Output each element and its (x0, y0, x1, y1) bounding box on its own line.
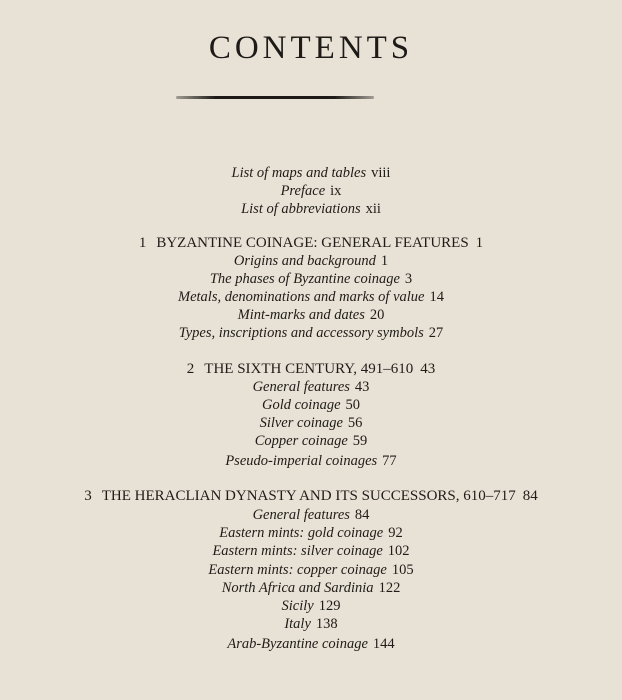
toc-section-title: General features (252, 379, 350, 395)
toc-section-page: 20 (369, 307, 385, 323)
toc-section-title: Types, inscriptions and accessory symbols (178, 325, 424, 341)
toc-section-title: Origins and background (233, 253, 376, 269)
toc-section-page: 59 (352, 433, 368, 449)
toc-section-page: 3 (404, 271, 413, 287)
toc-section (0, 324, 622, 342)
toc-section (0, 506, 622, 524)
toc-entry-title: List of maps and tables (231, 165, 367, 181)
toc-section-page: 1 (380, 253, 389, 269)
chapter-number: 2 (186, 361, 195, 377)
toc-section (0, 270, 622, 288)
toc-section-title: Gold coinage (261, 397, 341, 413)
chapter-title: THE SIXTH CENTURY, 491–610 (204, 361, 414, 377)
toc-section-title: Copper coinage (254, 433, 348, 449)
toc-entry-title: List of abbreviations (241, 201, 361, 217)
toc-section-page: 129 (318, 598, 341, 614)
toc-section-page: 14 (429, 289, 444, 305)
toc-section (0, 378, 622, 396)
toc-section-page: 27 (428, 325, 444, 341)
toc-section-page: 77 (382, 453, 397, 469)
toc-section (0, 597, 622, 615)
chapter-number: 1 (138, 235, 147, 251)
toc-section (0, 542, 622, 560)
chapter-page: 43 (420, 361, 436, 377)
toc-section (0, 396, 622, 414)
toc-section (0, 579, 622, 597)
chapter-heading-1 (0, 234, 622, 252)
toc-section-page: 56 (347, 415, 363, 431)
toc-entry-preface (0, 182, 622, 200)
chapter-title: THE HERACLIAN DYNASTY AND ITS SUCCESSORS, 610–717 (101, 488, 516, 504)
toc-section (0, 252, 622, 270)
chapter-number: 3 (84, 488, 92, 504)
page-title: CONTENTS (208, 30, 414, 66)
toc-entry-maps-tables (0, 164, 622, 182)
toc-section-page: 84 (354, 507, 370, 523)
toc-section (0, 524, 622, 542)
toc-section-title: Eastern mints: gold coinage (219, 525, 384, 541)
chapter-heading-3 (0, 487, 622, 505)
toc-section-title: Mint-marks and dates (237, 307, 365, 323)
toc-section (0, 615, 622, 633)
toc-entry-page: ix (330, 183, 342, 199)
toc-section-title: Pseudo-imperial coinages (225, 453, 378, 469)
chapter-page: 84 (522, 488, 538, 504)
toc-section (0, 288, 622, 306)
toc-section (0, 306, 622, 324)
toc-section-page: 102 (387, 543, 410, 559)
toc-section-title: Sicily (281, 598, 314, 614)
toc-section-title: Eastern mints: copper coinage (208, 562, 387, 578)
toc-section-title: General features (252, 507, 350, 523)
toc-section-page: 92 (388, 525, 403, 541)
chapter-title: BYZANTINE COINAGE: GENERAL FEATURES (156, 235, 469, 251)
toc-section (0, 635, 622, 653)
toc-section (0, 432, 622, 450)
toc-section-title: Metals, denominations and marks of value (178, 289, 425, 305)
toc-entry-abbreviations (0, 200, 622, 218)
toc-section-title: Italy (284, 616, 311, 632)
toc-section-page: 138 (315, 616, 338, 632)
toc-section (0, 414, 622, 432)
toc-entry-title: Preface (280, 183, 326, 199)
toc-section-page: 105 (391, 562, 414, 578)
toc-entry-page: viii (371, 165, 391, 181)
toc-section-title: Silver coinage (259, 415, 343, 431)
toc-section-page: 43 (354, 379, 370, 395)
toc-entry-page: xii (365, 201, 381, 217)
toc-section-title: Eastern mints: silver coinage (212, 543, 383, 559)
toc-section-page: 50 (345, 397, 361, 413)
toc-section (0, 561, 622, 579)
toc-section-title: North Africa and Sardinia (221, 580, 374, 596)
chapter-heading-2 (0, 360, 622, 378)
title-rule (176, 96, 374, 99)
toc-section-page: 122 (378, 580, 401, 596)
toc-section (0, 452, 622, 470)
chapter-page: 1 (475, 235, 484, 251)
toc-section-title: Arab-Byzantine coinage (227, 636, 368, 652)
toc-section-title: The phases of Byzantine coinage (209, 271, 400, 287)
toc-section-page: 144 (372, 636, 395, 652)
